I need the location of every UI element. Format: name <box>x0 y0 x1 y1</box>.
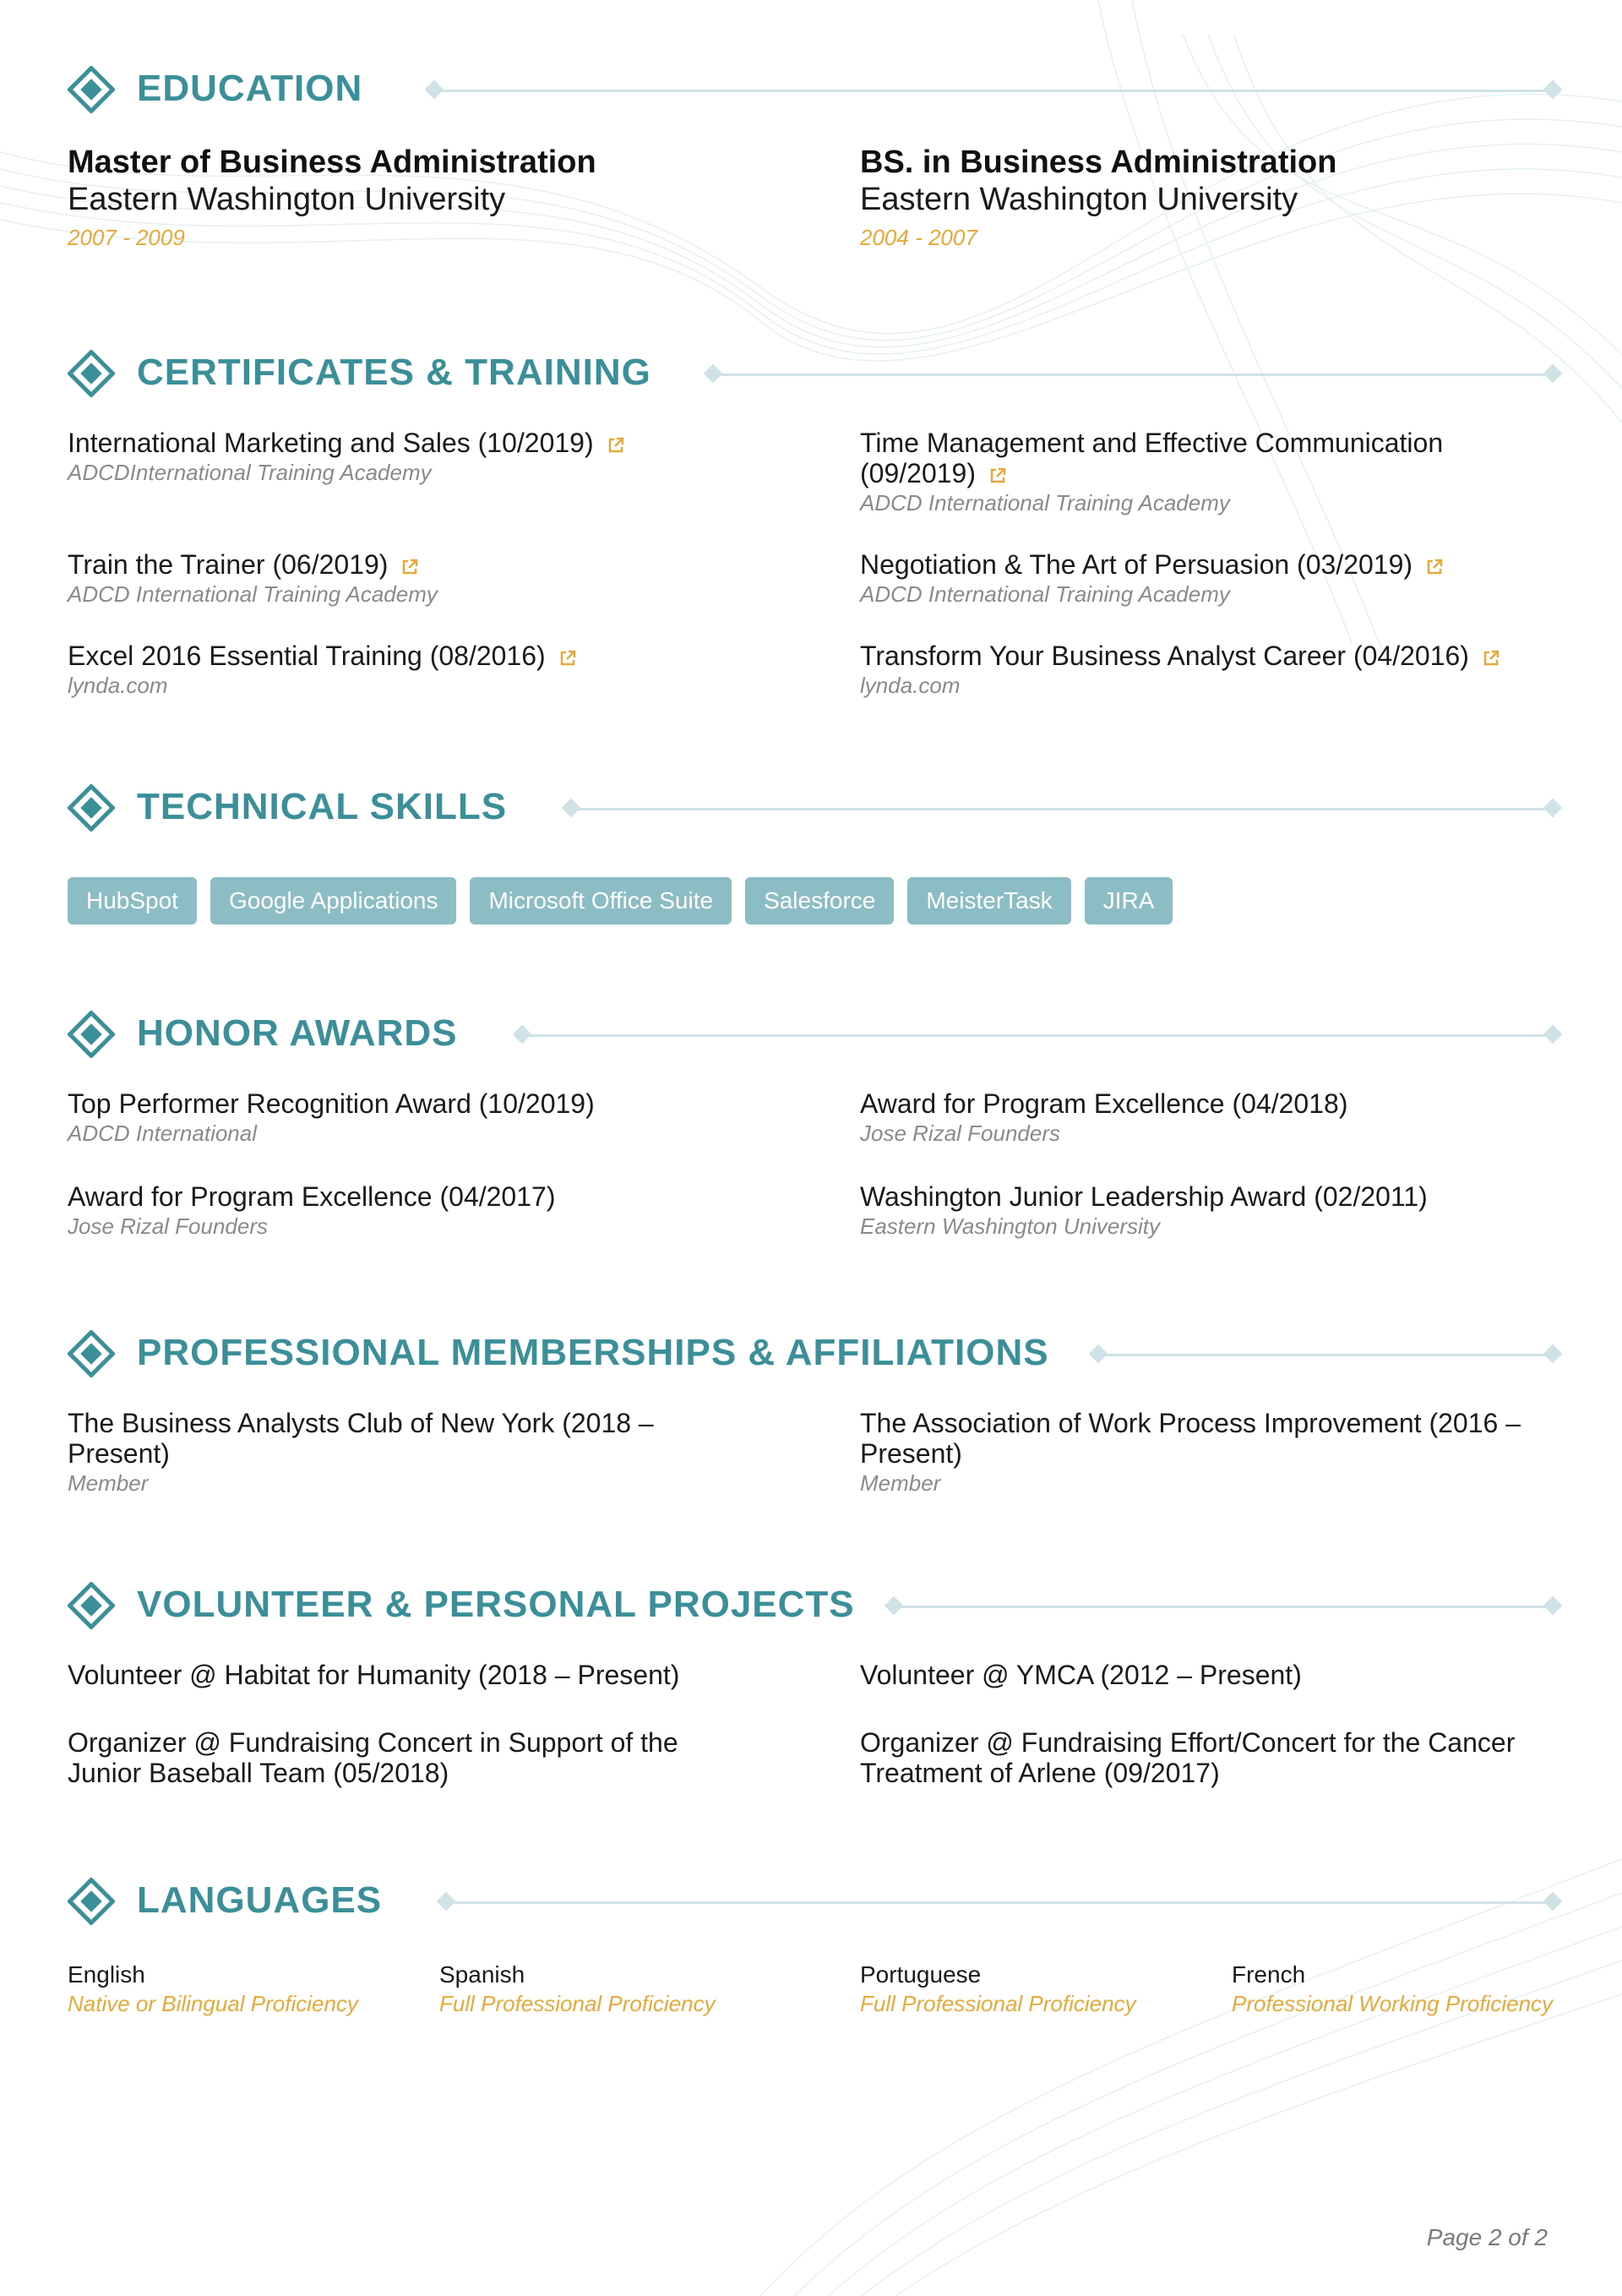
external-link-icon[interactable] <box>606 435 626 455</box>
volunteer-item <box>860 1660 1553 1690</box>
award-item <box>68 1088 760 1148</box>
diamond-icon <box>68 784 115 832</box>
section-awards <box>68 1011 1554 1256</box>
language-name: French <box>1232 1961 1306 1988</box>
skill-chip: HubSpot <box>68 877 197 924</box>
section-title: TECHNICAL SKILLS <box>137 786 508 827</box>
certificate-item <box>68 549 760 608</box>
language-item <box>860 1961 1136 2018</box>
skill-chips <box>68 877 1186 924</box>
external-link-icon[interactable] <box>1424 557 1445 577</box>
skill-chip: JIRA <box>1085 877 1173 924</box>
section-skills <box>68 784 1554 953</box>
section-divider <box>1097 1354 1554 1356</box>
section-header <box>68 784 1554 835</box>
volunteer-text: Volunteer @ YMCA (2012 – Present) <box>860 1660 1302 1690</box>
section-divider <box>520 1034 1554 1037</box>
skill-chip: Google Applications <box>210 877 457 924</box>
award-name: Award for Program Excellence (04/2018) <box>860 1088 1348 1119</box>
membership-name: The Association of Work Process Improvement (2016 – <box>860 1408 1521 1438</box>
language-name: English <box>68 1961 145 1988</box>
section-header <box>68 350 1554 401</box>
certificate-org: ADCD International Training Academy <box>860 490 1230 515</box>
section-divider <box>444 1901 1554 1904</box>
language-item <box>68 1961 358 2018</box>
skill-chip: MeisterTask <box>907 877 1070 924</box>
section-header <box>68 1330 1554 1381</box>
membership-role: Member <box>68 1470 149 1496</box>
section-divider <box>433 90 1554 92</box>
volunteer-text: Organizer @ Fundraising Effort/Concert for the Cancer <box>860 1727 1516 1758</box>
volunteer-item <box>68 1660 760 1690</box>
diamond-icon <box>68 1330 115 1377</box>
award-org: Jose Rizal Founders <box>860 1121 1060 1146</box>
external-link-icon[interactable] <box>400 557 420 577</box>
section-volunteer <box>68 1582 1554 1802</box>
diamond-icon <box>68 1011 115 1058</box>
award-item <box>860 1088 1553 1148</box>
membership-name: The Business Analysts Club of New York (2018 – <box>68 1408 654 1438</box>
award-name: Washington Junior Leadership Award (02/2011) <box>860 1181 1428 1212</box>
award-org: Jose Rizal Founders <box>68 1213 268 1239</box>
school: Eastern Washington University <box>860 182 1298 217</box>
language-level: Professional Working Proficiency <box>1232 1991 1554 2016</box>
award-name: Top Performer Recognition Award (10/2019) <box>68 1088 595 1119</box>
membership-item <box>860 1408 1553 1497</box>
certificate-name: Train the Trainer (06/2019) <box>68 549 389 580</box>
diamond-icon <box>68 1582 115 1629</box>
volunteer-text: Volunteer @ Habitat for Humanity (2018 – Present) <box>68 1660 680 1690</box>
certificate-org: lynda.com <box>68 673 168 698</box>
diamond-icon <box>68 1878 115 1925</box>
external-link-icon[interactable] <box>988 466 1008 486</box>
certificate-name: Excel 2016 Essential Training (08/2016) <box>68 641 546 671</box>
dates: 2007 - 2009 <box>68 225 185 250</box>
award-item <box>68 1181 760 1241</box>
section-memberships <box>68 1330 1554 1508</box>
skill-chip: Microsoft Office Suite <box>470 877 732 924</box>
section-divider <box>711 374 1554 376</box>
certificate-item <box>68 428 760 487</box>
language-name: Spanish <box>439 1961 525 1988</box>
section-education <box>68 66 1554 269</box>
external-link-icon[interactable] <box>558 648 578 668</box>
section-title: LANGUAGES <box>137 1879 383 1921</box>
certificate-org: lynda.com <box>860 673 961 698</box>
certificate-org: ADCD International Training Academy <box>860 581 1230 607</box>
language-level: Native or Bilingual Proficiency <box>68 1991 358 2016</box>
education-item <box>68 144 760 252</box>
certificate-item <box>860 641 1553 700</box>
section-header <box>68 66 1554 117</box>
certificate-item <box>68 641 760 700</box>
volunteer-text-cont: Junior Baseball Team (05/2018) <box>68 1758 449 1788</box>
award-name: Award for Program Excellence (04/2017) <box>68 1181 556 1212</box>
section-title: CERTIFICATES & TRAINING <box>137 352 651 393</box>
membership-item <box>68 1408 760 1497</box>
membership-name-cont: Present) <box>860 1438 962 1469</box>
language-item <box>439 1961 716 2018</box>
section-header <box>68 1582 1554 1633</box>
certificate-org: ADCD International Training Academy <box>68 581 438 607</box>
certificate-name: International Marketing and Sales (10/2019) <box>68 428 594 458</box>
certificate-name: Transform Your Business Analyst Career (04/2016) <box>860 641 1469 671</box>
school: Eastern Washington University <box>68 182 506 217</box>
language-level: Full Professional Proficiency <box>860 1991 1136 2016</box>
certificate-item <box>860 428 1553 517</box>
membership-name-cont: Present) <box>68 1438 170 1469</box>
diamond-icon <box>68 66 115 113</box>
page-number: Page 2 of 2 <box>1426 2224 1548 2250</box>
volunteer-item <box>860 1727 1553 1788</box>
section-divider <box>892 1606 1554 1608</box>
degree: BS. in Business Administration <box>860 145 1337 180</box>
section-languages <box>68 1878 1554 2030</box>
section-certificates <box>68 350 1554 705</box>
section-title: EDUCATION <box>137 68 363 109</box>
membership-role: Member <box>860 1470 941 1496</box>
section-title: PROFESSIONAL MEMBERSHIPS & AFFILIATIONS <box>137 1332 1049 1373</box>
dates: 2004 - 2007 <box>860 225 977 250</box>
section-header <box>68 1878 1554 1928</box>
diamond-icon <box>68 350 115 397</box>
certificate-name-cont: (09/2019) <box>860 458 976 488</box>
skill-chip: Salesforce <box>745 877 894 924</box>
volunteer-item <box>68 1727 760 1788</box>
degree: Master of Business Administration <box>68 145 596 180</box>
volunteer-text: Organizer @ Fundraising Concert in Support of the <box>68 1727 678 1758</box>
certificate-name: Time Management and Effective Communication <box>860 428 1444 458</box>
section-title: VOLUNTEER & PERSONAL PROJECTS <box>137 1584 855 1625</box>
external-link-icon[interactable] <box>1481 648 1501 668</box>
section-divider <box>569 808 1554 810</box>
language-name: Portuguese <box>860 1961 982 1988</box>
language-level: Full Professional Proficiency <box>439 1991 716 2016</box>
award-org: Eastern Washington University <box>860 1213 1161 1239</box>
education-item <box>860 144 1553 252</box>
volunteer-text-cont: Treatment of Arlene (09/2017) <box>860 1758 1220 1788</box>
certificate-name: Negotiation & The Art of Persuasion (03/2019) <box>860 549 1413 580</box>
language-item <box>1232 1961 1553 2018</box>
section-header <box>68 1011 1554 1061</box>
certificate-item <box>860 549 1553 608</box>
certificate-org: ADCDInternational Training Academy <box>68 460 432 485</box>
award-org: ADCD International <box>68 1121 257 1146</box>
award-item <box>860 1181 1553 1241</box>
section-title: HONOR AWARDS <box>137 1012 458 1054</box>
